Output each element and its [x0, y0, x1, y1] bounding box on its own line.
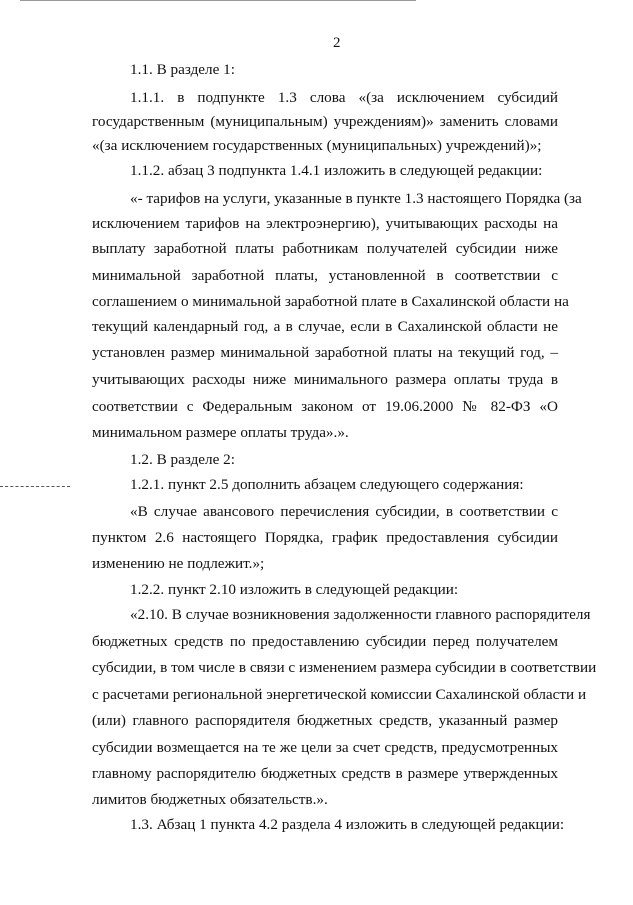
- text-line: текущий календарный год, а в случае, если в Сахалинской области не: [92, 318, 558, 335]
- text-line: соответствии с Федеральным законом от 19.06.2000 № 82-ФЗ «О: [92, 398, 558, 415]
- text-line: «В случае авансового перечисления субсидии, в соответствии с: [130, 503, 558, 520]
- text-line: «- тарифов на услуги, указанные в пункте 1.3 настоящего Порядка (за: [130, 190, 582, 207]
- text-line: учитывающих расходы ниже минимального размера оплаты труда в: [92, 371, 558, 388]
- page-number: 2: [333, 35, 341, 51]
- text-line: 1.1.2. абзац 3 подпункта 1.4.1 изложить в следующей редакции:: [130, 162, 543, 179]
- text-line: «2.10. В случае возникновения задолженности главного распорядителя: [130, 606, 591, 623]
- text-line: 1.3. Абзац 1 пункта 4.2 раздела 4 изложить в следующей редакции:: [130, 816, 565, 833]
- text-line: пунктом 2.6 настоящего Порядка, график предоставления субсидии: [92, 529, 558, 546]
- text-line: 1.1.1. в подпункте 1.3 слова «(за исключением субсидий: [130, 89, 558, 106]
- text-line: 1.2.2. пункт 2.10 изложить в следующей редакции:: [130, 581, 459, 598]
- text-line: бюджетных средств по предоставлению субсидии перед получателем: [92, 633, 558, 650]
- text-line: «(за исключением государственных (муниципальных) учреждений)»;: [92, 137, 542, 154]
- text-line: лимитов бюджетных обязательств.».: [92, 791, 328, 808]
- scan-dash-mark: [0, 486, 70, 487]
- text-line: соглашением о минимальной заработной плате в Сахалинской области на: [92, 293, 569, 310]
- text-line: с расчетами региональной энергетической комиссии Сахалинской области и: [92, 686, 587, 703]
- text-line: главному распорядителю бюджетных средств в размере утвержденных: [92, 765, 558, 782]
- text-line: субсидии возмещается на те же цели за счет средств, предусмотренных: [92, 739, 558, 756]
- text-line: минимальном размере оплаты труда».».: [92, 424, 349, 441]
- text-line: изменению не подлежит.»;: [92, 555, 265, 572]
- text-line: (или) главного распорядителя бюджетных средств, указанный размер: [92, 712, 558, 729]
- text-line: субсидии, в том числе в связи с изменением размера субсидии в соответствии: [92, 659, 597, 676]
- text-line: исключением тарифов на электроэнергию), учитывающих расходы на: [92, 215, 558, 232]
- text-line: 1.2.1. пункт 2.5 дополнить абзацем следующего содержания:: [130, 476, 524, 493]
- scan-edge-line: [20, 0, 416, 1]
- section-heading: 1.2. В разделе 2:: [130, 451, 235, 468]
- text-line: установлен размер минимальной заработной платы на текущий год, –: [92, 344, 558, 361]
- text-line: выплату заработной платы работникам получателей субсидии ниже: [92, 240, 558, 257]
- section-heading: 1.1. В разделе 1:: [130, 61, 235, 78]
- text-line: государственным (муниципальным) учреждениям)» заменить словами: [92, 113, 558, 130]
- text-line: минимальной заработной платы, установленной в соответствии с: [92, 267, 558, 284]
